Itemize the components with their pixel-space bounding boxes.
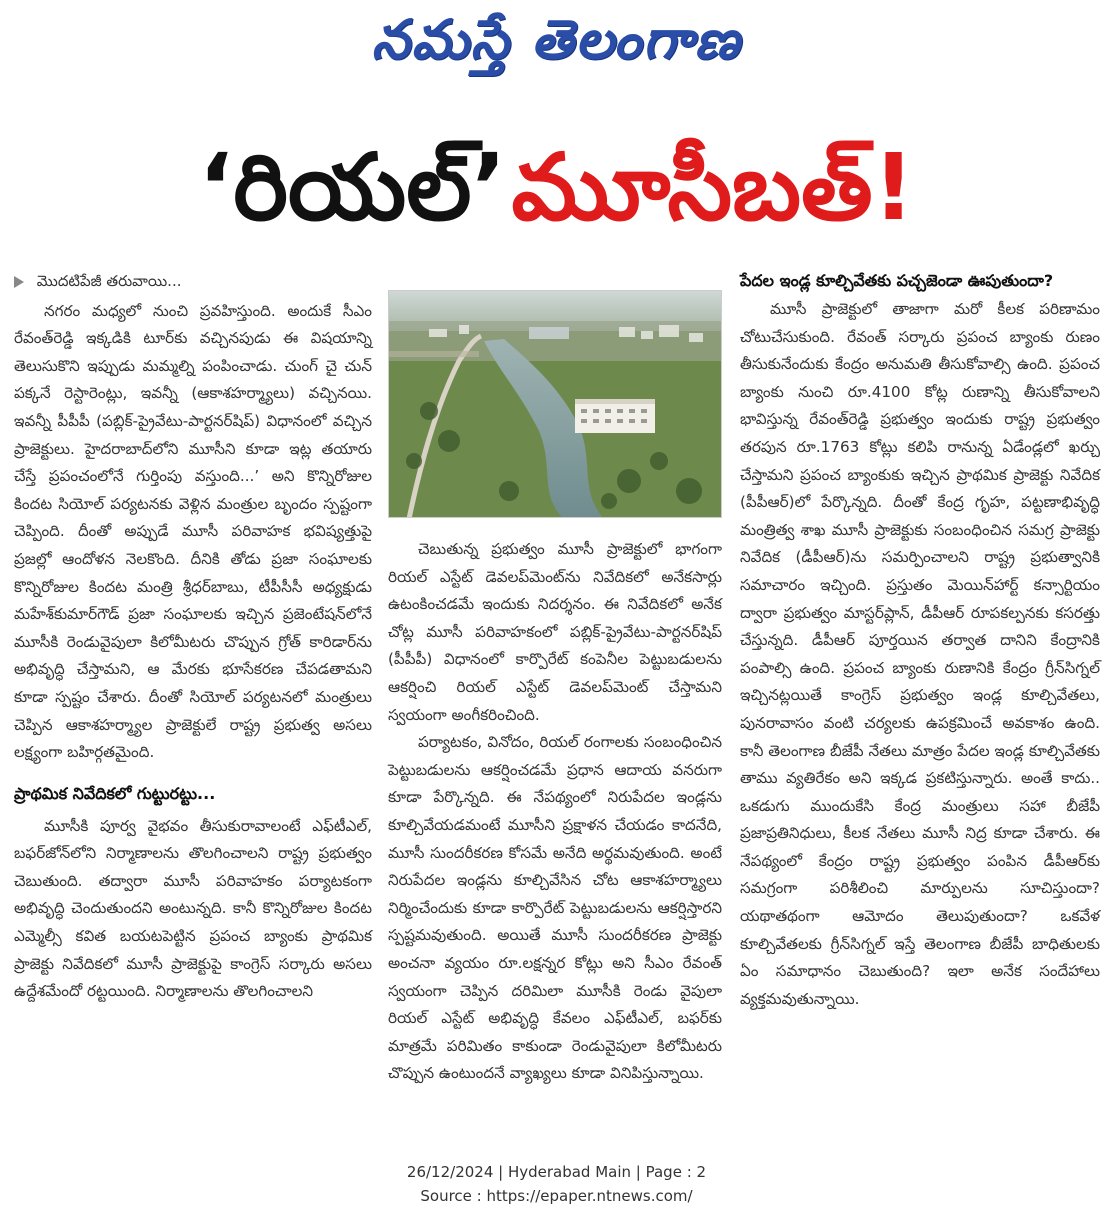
- article-paragraph: మూసీ ప్రాజెక్టులో తాజాగా మరో కీలక పరిణామం చోటుచేసుకుంది. రేవంత్ సర్కారు ప్రపంచ బ్యాంకు రుణం తీసుకునేందుకు కేంద్రం అనుమతి తీసుకోవాల్సి ఉంది. ప్రపంచ బ్యాంకు నుంచి రూ.4100 కోట్ల రుణాన్ని తీసుకోవాలని భావిస్తున్న రేవంత్‌రెడ్డి ప్రభుత్వం ఇందుకు రాష్ట్ర ప్రభుత్వం తరపున రూ.1763 కోట్లు కలిపి రానున్న ఏడేండ్లలో ఖర్చు చేస్తామని ప్రపంచ బ్యాంకుకు ఇచ్చిన ప్రాథమిక ప్రాజెక్టు నివేదిక (పీపీఆర్)లో పేర్కొన్నది. దీంతో కేంద్ర గృహ, పట్టణాభివృద్ధి మంత్రిత్వ శాఖ మూసీ ప్రాజెక్టుకు సంబంధించిన సమగ్ర ప్రాజెక్టు నివేదిక (డీపీఆర్)ను సమర్పించాలని రాష్ట్ర ప్రభుత్వానికి సమాచారం ఇచ్చింది. ప్రస్తుతం మెయిన్‌హార్ట్ కన్సార్టియం ద్వారా ప్రభుత్వం మాస్టర్‌ప్లాన్, డీపీఆర్ రూపకల్పనకు కసరత్తు చేస్తున్నది. డీపీఆర్ పూర్తయిన తర్వాత దానిని కేంద్రానికి పంపాల్సి ఉంది. ప్రపంచ బ్యాంకు రుణానికి కేంద్రం గ్రీన్‌సిగ్నల్ ఇచ్చినట్లయితే కాంగ్రెస్ ప్రభుత్వం ఇండ్ల కూల్చివేతలు, పునరావాసం వంటి చర్యలకు ఉపక్రమించే అవకాశం ఉంది. కానీ తెలంగాణ బీజేపీ నేతలు మాత్రం పేదల ఇండ్ల కూల్చివేతకు తాము వ్యతిరేకం అని ఇక్కడ ప్రకటిస్తున్నారు. అంతే కాదు.. ఒకడుగు ముందుకేసి కేంద్ర మంత్రులు సహా బీజేపీ ప్రజాప్రతినిధులు, కీలక నేతలు మూసీ నిద్ర కూడా చేశారు. ఈ నేపథ్యంలో కేంద్రం రాష్ట్ర ప్రభుత్వం పంపిన డీపీఆర్‌కు సమగ్రంగా పరిశీలించి మార్పులను సూచిస్తుందా? యథాతథంగా ఆమోదం తెలుపుతుందా? ఒకవేళ కూల్చివేతలకు గ్రీన్‌సిగ్నల్ ఇస్తే తెలంగాణ బీజేపీ బాధితులకు ఏం సమాధానం చెబుతుంది? ఇలా అనేక సందేహాలు వ్యక్తమవుతున్నాయి.: [740, 300, 1100, 1008]
- continuation-kicker: [14, 268, 372, 296]
- headline-part-2: మూసీబత్!: [511, 134, 915, 241]
- headline: [0, 118, 1113, 258]
- headline-part-1: ‘రియల్’: [198, 134, 507, 241]
- edition-info: 26/12/2024 | Hyderabad Main | Page : 2: [406, 1163, 707, 1181]
- section-subhead: పేదల ఇండ్ల కూల్చివేతకు పచ్చజెండా ఊపుతుందా?: [740, 271, 1054, 290]
- river-photo-illustration: [389, 291, 722, 518]
- article-paragraph: పర్యాటకం, వినోదం, రియల్ రంగాలకు సంబంధించిన పెట్టుబడులను ఆకర్షించడమే ప్రధాన ఆదాయ వనరుగా కూడా పేర్కొన్నది. ఈ నేపథ్యంలో నిరుపేదల ఇండ్లను కూల్చివేయడమంటే మూసీని ప్రక్షాళన చేయడం కాదనేది, మూసీ సుందరీకరణ కోసమే అనేది అర్థమవుతుంది. అంటే నిరుపేదల ఇండ్లను కూల్చివేసిన చోట ఆకాశహర్మ్యాలు నిర్మించేందుకు కూడా కార్పొరేట్ పెట్టుబడులను ఆకర్షిస్తారని స్పష్టమవుతుంది. అయితే మూసీ సుందరీకరణ ప్రాజెక్టు అంచనా వ్యయం రూ.లక్షన్నర కోట్లు అని సీఎం రేవంత్ స్వయంగా చెప్పిన దరిమిలా మూసీకి రెండు వైపులా రియల్ ఎస్టేట్ అభివృద్ధి కేవలం ఎఫ్‌టీఎల్, బఫర్‌కు మాత్రమే పరిమితం కాకుండా రెండువైపులా కిలోమీటరు చొప్పున ఉంటుందనే వ్యాఖ్యలు కూడా వినిపిస్తున్నాయి.: [388, 733, 722, 1083]
- section-subhead: ప్రాథమిక నివేదికలో గుట్టురట్టు...: [14, 783, 216, 803]
- river-aerial-photo: [388, 290, 722, 518]
- article-paragraph: చెబుతున్న ప్రభుత్వం మూసీ ప్రాజెక్టులో భాగంగా రియల్ ఎస్టేట్ డెవలప్‌మెంట్‌ను నివేదికలో అనేకసార్లు ఉటంకించడమే ఇందుకు నిదర్శనం. ఈ నివేదికలో అనేక చోట్ల మూసీ పరివాహకంలో పబ్లిక్-ప్రైవేటు-పార్టనర్‌షిప్ (పీపీపీ) విధానంలో కార్పొరేట్ కంపెనీల పెట్టుబడులను ఆకర్షించి రియల్ ఎస్టేట్ డెవలప్‌మెంట్ చేస్తామని స్వయంగా అంగీకరించింది.: [388, 540, 722, 724]
- kicker-text: మొదటిపేజీ తరువాయి...: [36, 272, 182, 290]
- article-paragraph: మూసీకి పూర్వ వైభవం తీసుకురావాలంటే ఎఫ్‌టీఎల్, బఫర్‌జోన్‌లోని నిర్మాణాలను తొలగించాలని రాష్ట్ర ప్రభుత్వం చెబుతుంది. తద్వారా మూసీ పరివాహకం పర్యాటకంగా అభివృద్ధి చెందుతుందని అంటున్నది. కానీ కొన్నిరోజుల కిందట ఎమ్మెల్సీ కవిత బయటపెట్టిన ప్రపంచ బ్యాంకు ప్రాథమిక ప్రాజెక్టు నివేదికలో మూసీ ప్రాజెక్టుపై కాంగ్రెస్ సర్కారు అసలు ఉద్దేశమేందో రట్టయింది. నిర్మాణాలను తొలగించాలని: [14, 816, 372, 1001]
- article-paragraph: నగరం మధ్యలో నుంచి ప్రవహిస్తుంది. అందుకే సీఎం రేవంత్‌రెడ్డి ఇక్కడికి టూర్‌కు వచ్చినపుడు ఈ విషయాన్ని తెలుసుకొని ఇప్పుడు మమ్మల్ని పంపించాడు. చుంగ్ చై చున్ పక్కనే రెస్టారెంట్లు, ఇవన్నీ (ఆకాశహర్మ్యాలు) వచ్చినయి. ఇవన్నీ పీపీపీ (పబ్లిక్-ప్రైవేటు-పార్టనర్‌షిప్) విధానంలో వచ్చిన ప్రాజెక్టులు. హైదరాబాద్‌లోని మూసీని కూడా ఇట్ల తయారు చేస్తే ప్రపంచంలోనే గుర్తింపు వస్తుంది...’ అని కొన్నిరోజుల కిందట సియోల్ పర్యటనకు వెళ్లిన మంత్రుల బృందం స్పష్టంగా చెప్పింది. దీంతో అప్పుడే మూసీ పరివాహక భవిష్యత్తుపై ప్రజల్లో ఆందోళన నెలకొంది. దీనికి తోడు ప్రజా సంఘాలకు కొన్నిరోజుల కిందట మంత్రి శ్రీధర్‌బాబు, టీపీసీసీ అధ్యక్షుడు మహేశ్‌కుమార్‌గౌడ్ ప్రజా సంఘాలకు ఇచ్చిన ప్రజెంటేషన్‌లోనే మూసీకి రెండువైపులా కిలోమీటరు చొప్పున గ్రోత్ కారిడార్‌ను అభివృద్ధి చేస్తామని, ఆ మేరకు భూసేకరణ చేపడతామని కూడా స్పష్టం చేశారు. దీంతో సియోల్ పర్యటనలో మంత్రులు చెప్పిన ఆకాశహర్మ్యాల ప్రాజెక్టులే రాష్ట్ర ప్రభుత్వ అసలు లక్ష్యంగా బహిర్గతమైంది.: [14, 301, 372, 762]
- article-column-2: [388, 268, 722, 1140]
- newspaper-logo: నమస్తే తెలంగాణ: [371, 8, 742, 71]
- page-footer: [0, 1160, 1113, 1208]
- source-link[interactable]: Source : https://epaper.ntnews.com/: [420, 1187, 693, 1205]
- article-column-3: [740, 268, 1100, 1140]
- masthead: [0, 0, 1113, 90]
- article-column-1: [14, 268, 372, 1140]
- arrow-icon: [14, 276, 24, 288]
